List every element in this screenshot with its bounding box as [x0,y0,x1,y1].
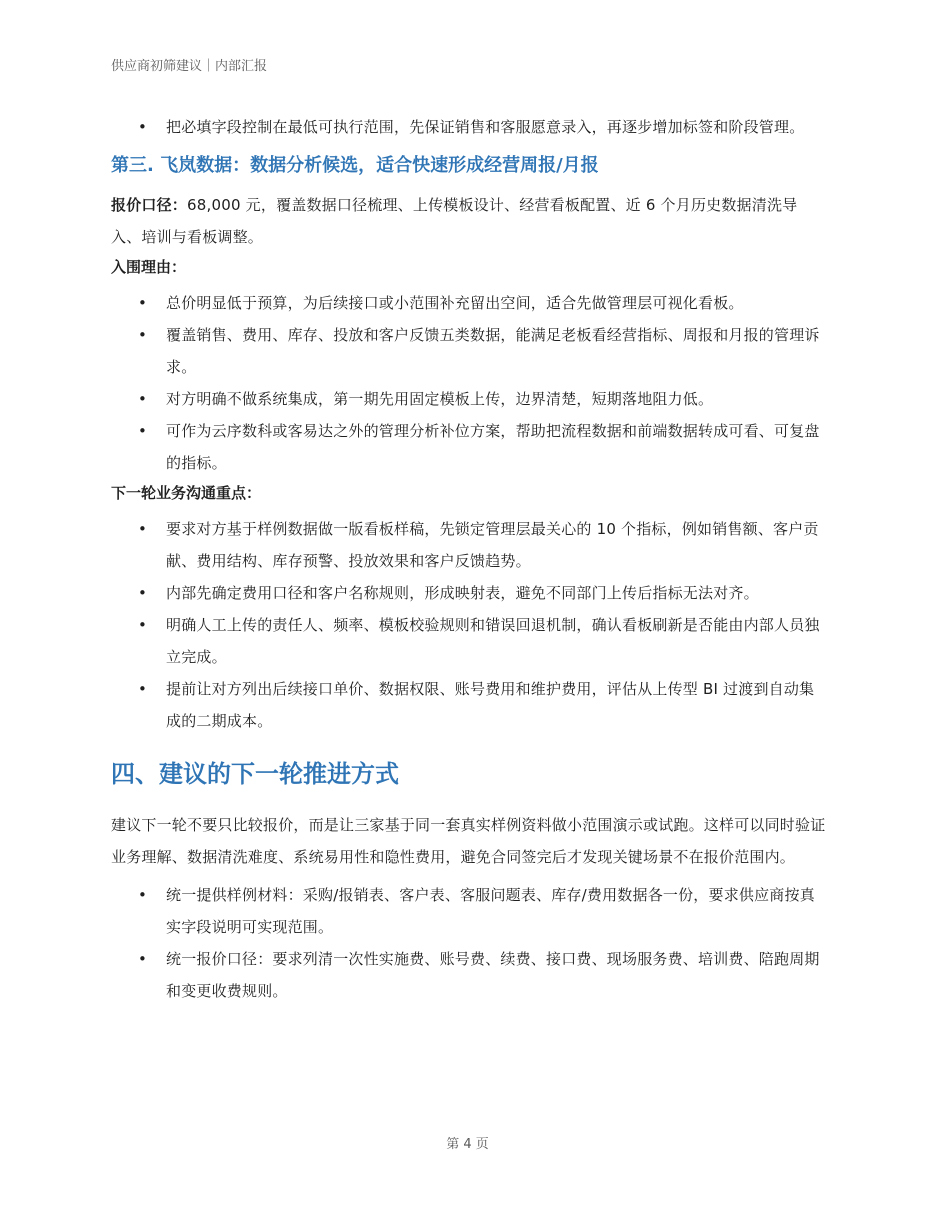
list-item [111,609,827,673]
page-number: 第 4 页 [446,1137,489,1152]
list-item [111,287,827,319]
top-bullet-list [111,111,827,143]
next-round-list [111,513,827,737]
list-item [111,673,827,737]
next-round-label: 下一轮业务沟通重点： [111,484,262,502]
list-item [111,415,827,479]
list-item-text: 统一提供样例材料：采购/报销表、客户表、客服问题表、库存/费用数据各一份，要求供应商按真实字段说明可实现范围。 [166,886,815,936]
list-item [111,943,827,1007]
bullet-icon: • [138,584,148,602]
running-header: 供应商初筛建议｜内部汇报 [111,59,268,74]
list-item-text: 可作为云序数科或客易达之外的管理分析补位方案，帮助把流程数据和前端数据转成可看、可复盘的指标。 [166,422,820,472]
bullet-icon: • [138,950,148,968]
quote-label: 报价口径： [111,196,188,214]
list-item [111,383,827,415]
reasons-label: 入围理由： [111,258,187,276]
page-content [111,111,827,1007]
bullet-icon: • [138,886,148,904]
list-item-text: 要求对方基于样例数据做一版看板样稿，先锁定管理层最关心的 10 个指标，例如销售额、客户贡献、费用结构、库存预警、投放效果和客户反馈趋势。 [166,520,819,570]
reasons-list [111,287,827,479]
list-item [111,319,827,383]
list-item-text: 明确人工上传的责任人、频率、模板校验规则和错误回退机制，确认看板刷新是否能由内部人员独立完成。 [166,616,820,666]
quote-paragraph [111,189,827,253]
section-heading: 第三. 飞岚数据：数据分析候选，适合快速形成经营周报/月报 [111,155,599,176]
list-item-text: 把必填字段控制在最低可执行范围，先保证销售和客服愿意录入，再逐步增加标签和阶段管理。 [166,118,805,136]
bullet-icon: • [138,294,148,312]
quote-text: 68,000 元，覆盖数据口径梳理、上传模板设计、经营看板配置、近 6 个月历史数据清洗导入、培训与看板调整。 [111,196,798,246]
list-item-text: 对方明确不做系统集成，第一期先用固定模板上传，边界清楚，短期落地阻力低。 [166,390,714,408]
bullet-icon: • [138,326,148,344]
list-item-text: 统一报价口径：要求列清一次性实施费、账号费、续费、接口费、现场服务费、培训费、陪跑周期和变更收费规则。 [166,950,820,1000]
proposal-list [111,879,827,1007]
bullet-icon: • [138,680,148,698]
bullet-icon: • [138,390,148,408]
list-item [111,111,827,143]
list-item-text: 提前让对方列出后续接口单价、数据权限、账号费用和维护费用，评估从上传型 BI 过渡到自动集成的二期成本。 [166,680,815,730]
bullet-icon: • [138,616,148,634]
list-item [111,513,827,577]
list-item-text: 内部先确定费用口径和客户名称规则，形成映射表，避免不同部门上传后指标无法对齐。 [166,584,759,602]
list-item [111,879,827,943]
intro-paragraph: 建议下一轮不要只比较报价，而是让三家基于同一套真实样例资料做小范围演示或试跑。这样可以同时验证业务理解、数据清洗难度、系统易用性和隐性费用，避免合同签完后才发现关键场景不在报价范围内。 [111,816,826,866]
bullet-icon: • [138,520,148,538]
list-item-text: 覆盖销售、费用、库存、投放和客户反馈五类数据，能满足老板看经营指标、周报和月报的管理诉求。 [166,326,820,376]
bullet-icon: • [138,422,148,440]
list-item [111,577,827,609]
section-heading-large: 四、建议的下一轮推进方式 [111,760,399,788]
list-item-text: 总价明显低于预算，为后续接口或小范围补充留出空间，适合先做管理层可视化看板。 [166,294,744,312]
bullet-icon: • [138,118,148,136]
